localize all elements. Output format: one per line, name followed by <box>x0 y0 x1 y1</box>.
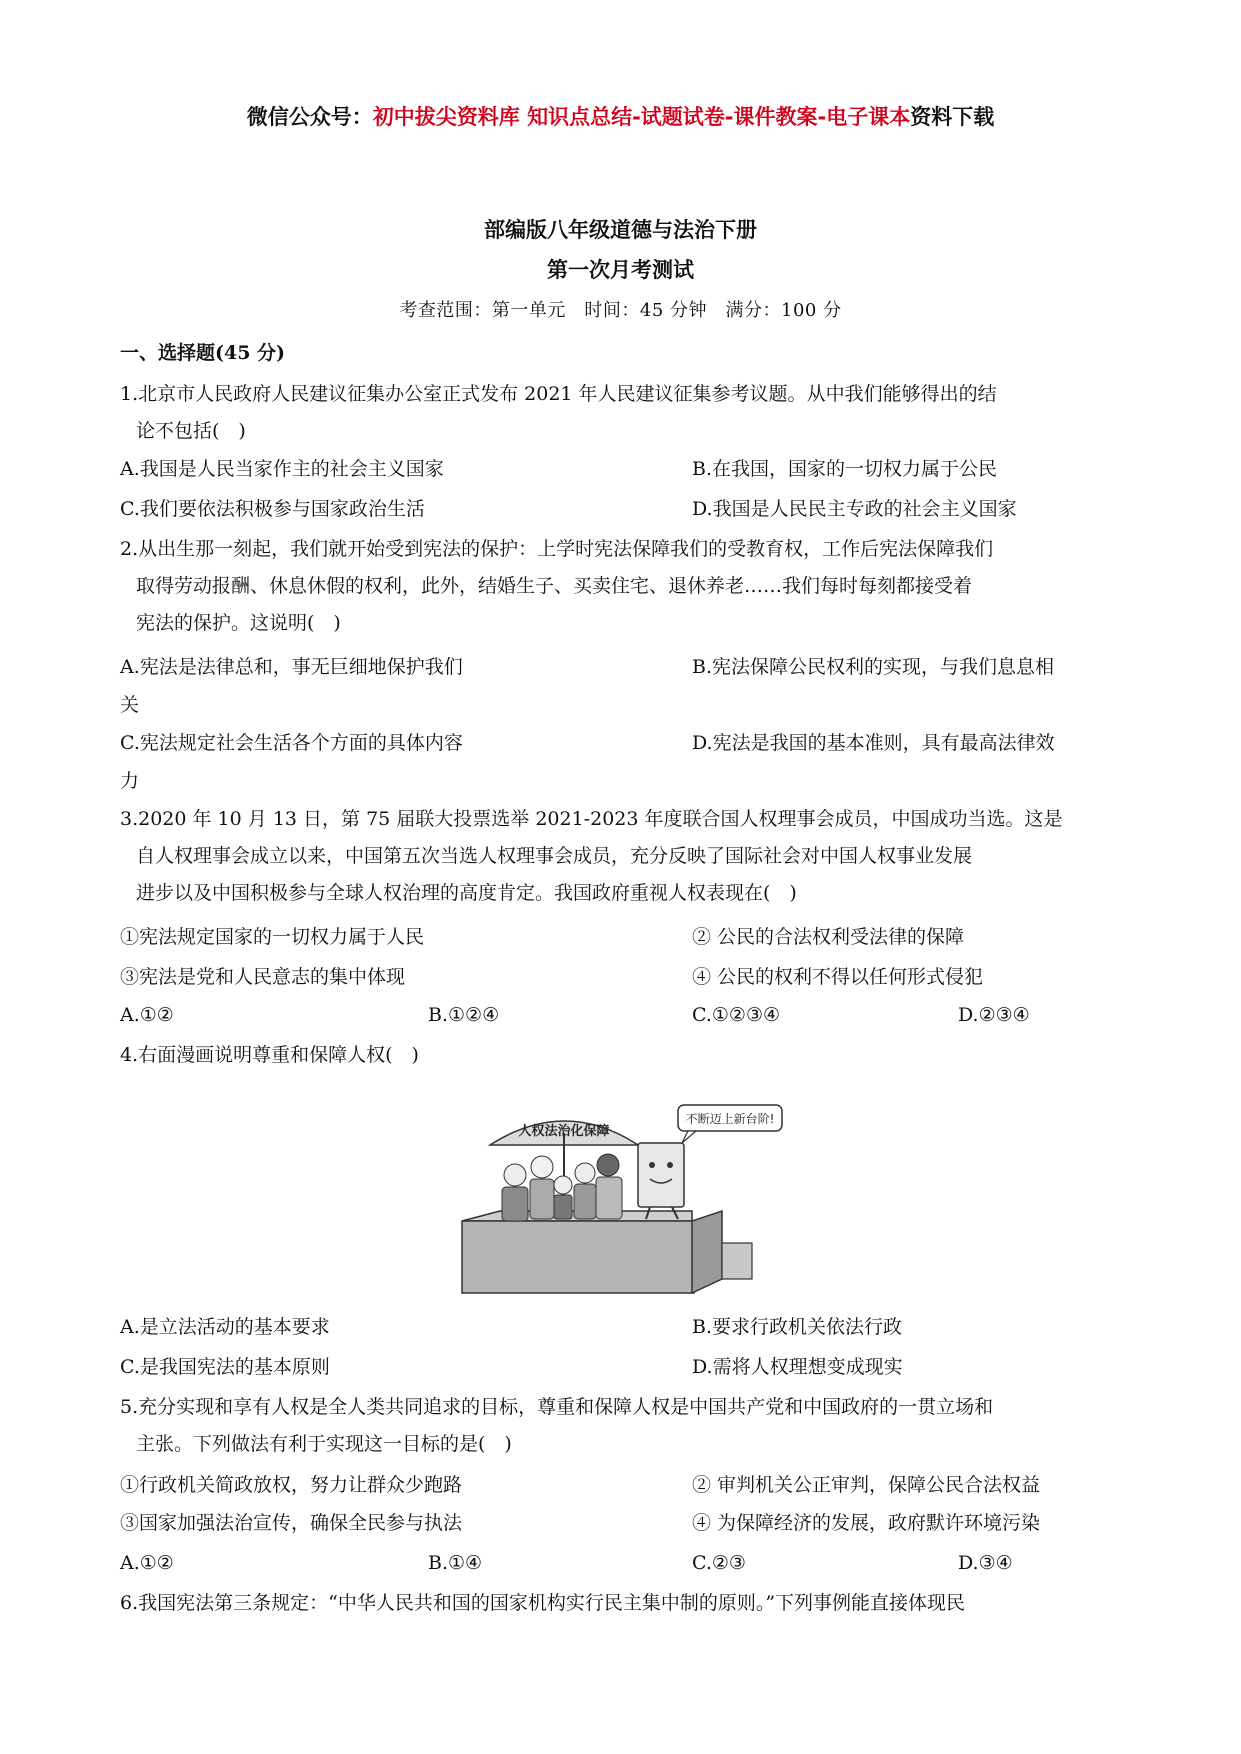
q3-statement-4: ④ 公民的权利不得以任何形式侵犯 <box>692 966 984 988</box>
question-3 <box>120 801 1130 912</box>
q4-option-a: A.是立法活动的基本要求 <box>120 1316 330 1338</box>
question-5 <box>120 1389 1130 1463</box>
q3-statement-3: ③宪法是党和人民意志的集中体现 <box>120 966 406 988</box>
question-5-line2: 主张。下列做法有利于实现这一目标的是( ) <box>136 1433 512 1455</box>
q5-statement-1: ①行政机关简政放权，努力让群众少跑路 <box>120 1474 463 1496</box>
q1-option-d: D.我国是人民民主专政的社会主义国家 <box>692 498 1017 520</box>
page-header <box>0 101 1241 131</box>
q2-option-c: C.宪法规定社会生活各个方面的具体内容 <box>120 732 463 754</box>
q3-statement-1: ①宪法规定国家的一切权力属于人民 <box>120 926 425 948</box>
document-subtitle: 第一次月考测试 <box>547 257 694 282</box>
speech-bubble-text: 不断迈上新台阶! <box>685 1112 775 1126</box>
q5-option-a: A.①② <box>120 1552 174 1574</box>
question-3-line2: 自人权理事会成立以来，中国第五次当选人权理事会成员，充分反映了国际社会对中国人权事业发展 <box>136 845 973 867</box>
exam-scope: 考查范围：第一单元 时间：45 分钟 满分：100 分 <box>399 300 842 321</box>
header-suffix: 资料下载 <box>910 105 995 129</box>
q3-option-c: C.①②③④ <box>692 1004 781 1026</box>
question-2-line3: 宪法的保护。这说明( ) <box>136 612 341 634</box>
question-4-line1: 4.右面漫画说明尊重和保障人权( ) <box>120 1044 419 1066</box>
question-6 <box>120 1585 1130 1622</box>
question-6-line1: 6.我国宪法第三条规定：“中华人民共和国的国家机构实行民主集中制的原则。”下列事例能直接体现民 <box>120 1592 966 1614</box>
section-heading: 一、选择题(45 分) <box>120 342 286 364</box>
header-prefix: 微信公众号： <box>246 105 373 129</box>
q5-statement-3: ③国家加强法治宣传，确保全民参与执法 <box>120 1512 463 1534</box>
question-3-line1: 3.2020 年 10 月 13 日，第 75 届联大投票选举 2021-2023 年度联合国人权理事会成员，中国成功当选。这是 <box>120 808 1063 830</box>
umbrella-label: 人权法治化保障 <box>518 1124 610 1139</box>
q3-option-d: D.②③④ <box>958 1004 1030 1026</box>
question-1-line1: 1.北京市人民政府人民建议征集办公室正式发布 2021 年人民建议征集参考议题。从中我们能够得出的结 <box>120 383 997 405</box>
q5-option-b: B.①④ <box>428 1552 483 1574</box>
q4-option-c: C.是我国宪法的基本原则 <box>120 1356 330 1378</box>
q2-option-d-wrap: 力 <box>120 770 140 792</box>
q1-option-b: B.在我国，国家的一切权力属于公民 <box>692 458 998 480</box>
human-rights-cartoon <box>460 1103 790 1295</box>
question-5-line1: 5.充分实现和享有人权是全人类共同追求的目标，尊重和保障人权是中国共产党和中国政府的一贯立场和 <box>120 1396 994 1418</box>
q5-statement-2: ② 审判机关公正审判，保障公民合法权益 <box>692 1474 1041 1496</box>
q2-option-a: A.宪法是法律总和，事无巨细地保护我们 <box>120 656 463 678</box>
question-1 <box>120 376 1130 450</box>
header-highlight: 初中拔尖资料库 知识点总结-试题试卷-课件教案-电子课本 <box>372 105 911 129</box>
document-title: 部编版八年级道德与法治下册 <box>484 217 757 242</box>
question-2 <box>120 531 1130 642</box>
question-2-line1: 2.从出生那一刻起，我们就开始受到宪法的保护：上学时宪法保障我们的受教育权，工作后宪法保障我们 <box>120 538 994 560</box>
q3-statement-2: ② 公民的合法权利受法律的保障 <box>692 926 965 948</box>
q5-option-c: C.②③ <box>692 1552 746 1574</box>
q1-option-a: A.我国是人民当家作主的社会主义国家 <box>120 458 444 480</box>
q2-option-d: D.宪法是我国的基本准则，具有最高法律效 <box>692 732 1055 754</box>
question-2-line2: 取得劳动报酬、休息休假的权利，此外，结婚生子、买卖住宅、退休养老……我们每时每刻都接受着 <box>136 575 973 597</box>
q3-option-b: B.①②④ <box>428 1004 500 1026</box>
q5-option-d: D.③④ <box>958 1552 1013 1574</box>
q2-option-b-wrap: 关 <box>120 694 140 716</box>
q1-option-c: C.我们要依法积极参与国家政治生活 <box>120 498 425 520</box>
q4-option-b: B.要求行政机关依法行政 <box>692 1316 903 1338</box>
question-3-line3: 进步以及中国积极参与全球人权治理的高度肯定。我国政府重视人权表现在( ) <box>136 882 797 904</box>
question-4 <box>120 1037 1130 1074</box>
q3-option-a: A.①② <box>120 1004 174 1026</box>
question-1-line2: 论不包括( ) <box>136 420 246 442</box>
q5-statement-4: ④ 为保障经济的发展，政府默许环境污染 <box>692 1512 1041 1534</box>
q4-option-d: D.需将人权理想变成现实 <box>692 1356 903 1378</box>
q2-option-b: B.宪法保障公民权利的实现，与我们息息相 <box>692 656 1055 678</box>
